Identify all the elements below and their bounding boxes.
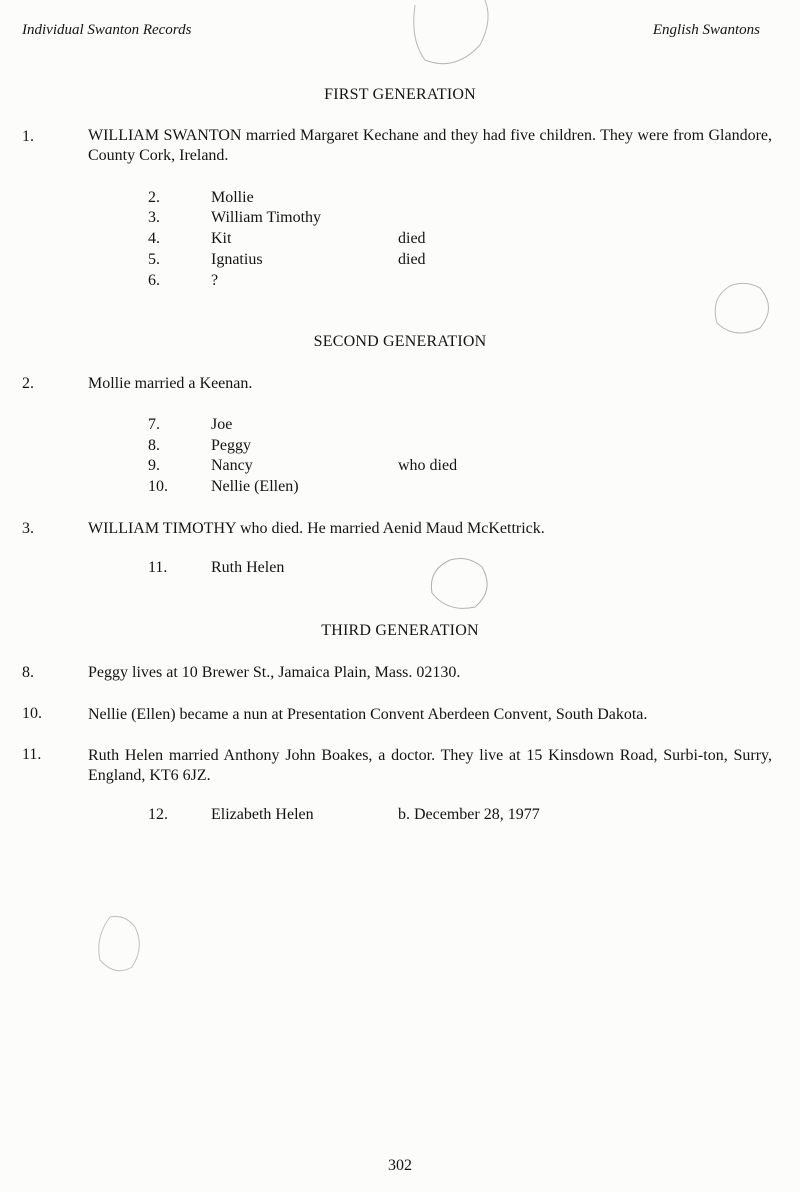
child-name: Peggy [211, 437, 251, 454]
child-name: Kit [211, 230, 232, 247]
child-name: Ignatius [211, 251, 263, 268]
child-note: who died [398, 457, 458, 474]
child-number: 8. [148, 437, 160, 454]
child-row [0, 437, 800, 457]
child-name: Joe [211, 416, 233, 433]
child-number: 5. [148, 251, 160, 268]
child-row [0, 251, 800, 271]
child-number: 3. [148, 209, 160, 226]
child-note: b. December 28, 1977 [398, 806, 540, 823]
entry-number: 10. [22, 705, 42, 722]
running-header-left: Individual Swanton Records [22, 22, 192, 38]
entry-number: 3. [22, 520, 34, 537]
section-heading-third-generation: THIRD GENERATION [321, 622, 479, 639]
child-number: 2. [148, 189, 160, 206]
child-name: Nellie (Ellen) [211, 478, 299, 495]
child-number: 12. [148, 806, 168, 823]
child-note: died [398, 251, 426, 268]
child-name: Ruth Helen [211, 559, 285, 576]
entry-text: Peggy lives at 10 Brewer St., Jamaica Plain, Mass. 02130. [88, 664, 461, 681]
child-number: 9. [148, 457, 160, 474]
entry-text: Mollie married a Keenan. [88, 375, 253, 392]
entry-text: Nellie (Ellen) became a nun at Presentation Convent Aberdeen Convent, South Dakota. [88, 706, 648, 723]
child-row [0, 559, 800, 579]
child-name: William Timothy [211, 209, 322, 226]
child-name: ? [211, 272, 219, 289]
child-row [0, 189, 800, 209]
scan-blot [405, 0, 495, 70]
section-heading-second-generation: SECOND GENERATION [313, 333, 487, 350]
child-row [0, 209, 800, 229]
running-header-right: English Swantons [652, 22, 760, 38]
child-name: Mollie [211, 189, 254, 206]
child-number: 7. [148, 416, 160, 433]
entry-text: WILLIAM SWANTON married Margaret Kechane and they had five children. They were from Glandore, County Cork, Ireland. [88, 127, 772, 164]
child-row [0, 478, 800, 498]
entry-number: 1. [22, 128, 34, 145]
child-name: Nancy [211, 457, 253, 474]
child-row [0, 230, 800, 250]
child-number: 4. [148, 230, 160, 247]
entry-number: 11. [22, 746, 42, 763]
child-row [0, 806, 800, 826]
entry-number: 2. [22, 375, 34, 392]
child-number: 6. [148, 272, 160, 289]
child-note: died [398, 230, 426, 247]
entry-text: Ruth Helen married Anthony John Boakes, a doctor. They live at 15 Kinsdown Road, Surbi-ton, Surry, England, KT6 6JZ. [88, 747, 772, 784]
entry-text: WILLIAM TIMOTHY who died. He married Aenid Maud McKettrick. [88, 520, 545, 537]
child-row [0, 416, 800, 436]
section-heading-first-generation: FIRST GENERATION [324, 86, 476, 103]
child-name: Elizabeth Helen [211, 806, 314, 823]
child-number: 11. [148, 559, 168, 576]
child-number: 10. [148, 478, 168, 495]
entry-number: 8. [22, 664, 34, 681]
scan-blot [90, 912, 150, 982]
child-row [0, 457, 800, 477]
child-row [0, 272, 800, 292]
page-number: 302 [388, 1157, 412, 1174]
